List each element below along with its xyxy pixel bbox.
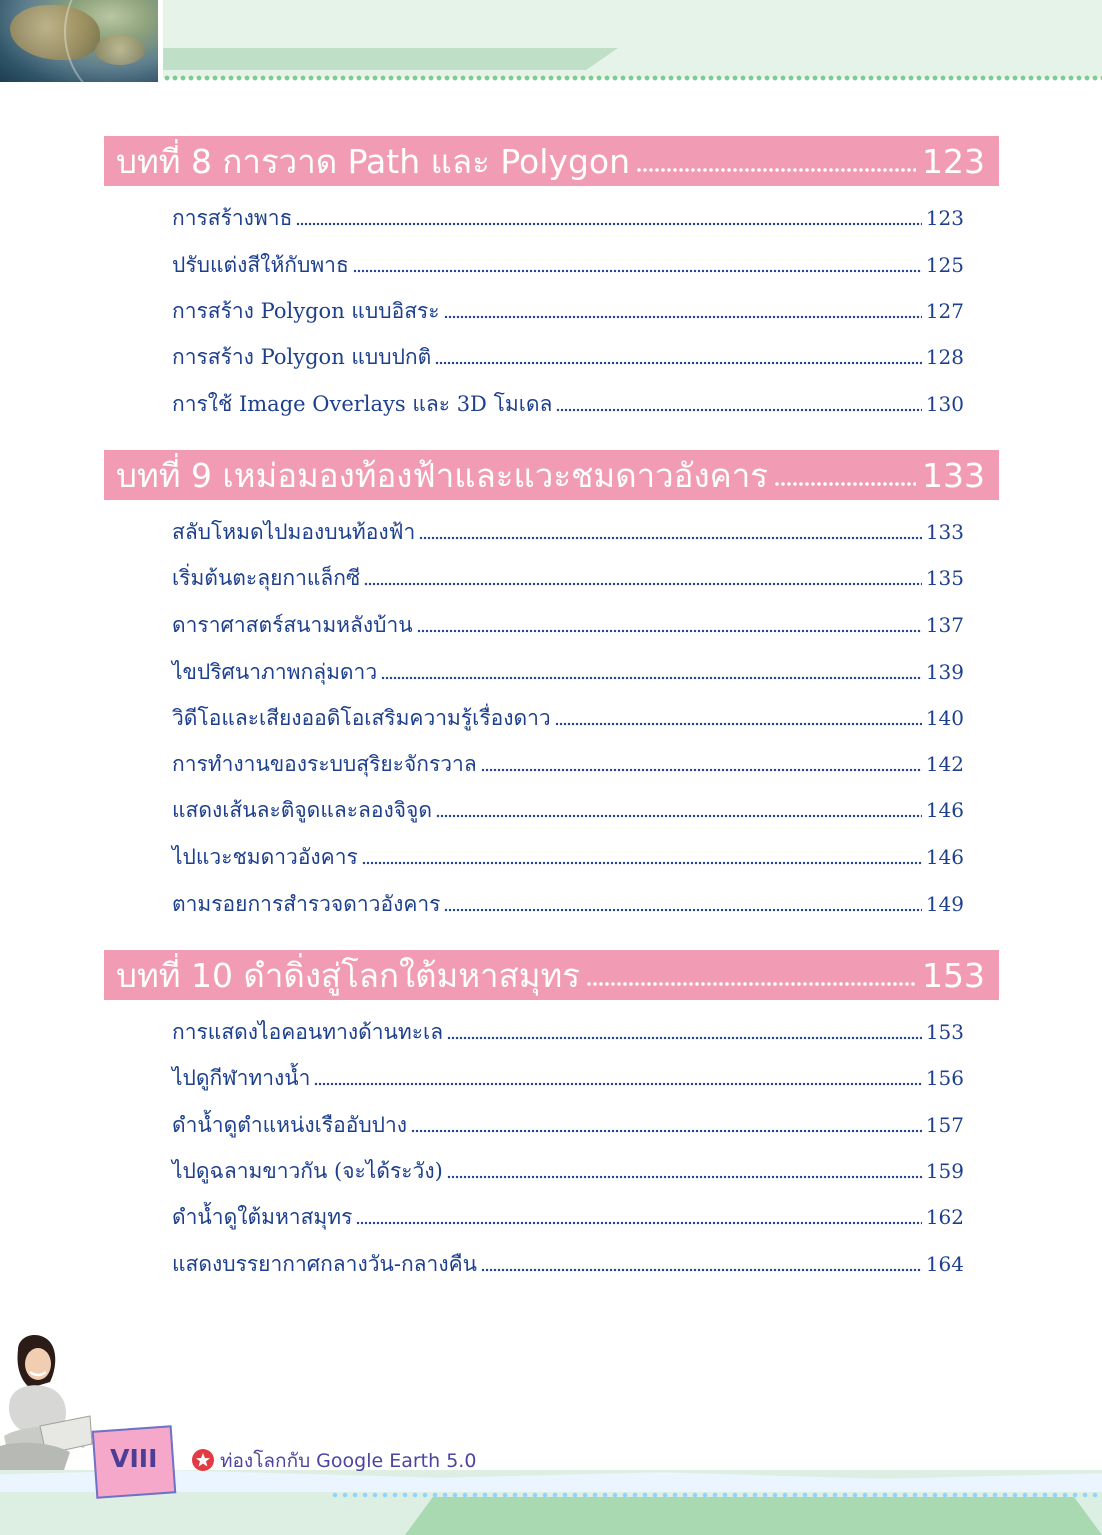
toc-item-page: 139 <box>925 660 964 684</box>
chapter-heading[interactable] <box>104 950 999 1000</box>
toc-item[interactable] <box>172 1017 964 1047</box>
dot-leader <box>356 1221 921 1225</box>
dot-leader <box>481 768 922 772</box>
toc-item[interactable] <box>172 842 964 872</box>
toc-item-page: 127 <box>925 299 964 323</box>
toc-item[interactable] <box>172 1063 964 1093</box>
toc-item[interactable] <box>172 610 964 640</box>
toc-item-page: 146 <box>925 798 964 822</box>
chapter-page: 153 <box>922 955 985 995</box>
dot-leader <box>444 908 921 912</box>
page-number: VIII <box>110 1444 158 1474</box>
dot-leader <box>381 676 922 680</box>
toc-item-page: 162 <box>925 1205 964 1229</box>
page-number-badge <box>92 1425 177 1498</box>
dot-leader <box>774 482 916 486</box>
toc-item[interactable] <box>172 250 964 280</box>
dot-leader <box>411 1129 922 1133</box>
toc-item[interactable] <box>172 657 964 687</box>
toc-item-page: 142 <box>925 752 964 776</box>
dot-leader <box>314 1082 921 1086</box>
dot-leader <box>364 582 922 586</box>
chapter-title: บทที่ 8 การวาด Path และ Polygon <box>116 141 630 181</box>
toc-item[interactable] <box>172 889 964 919</box>
chapter-page: 123 <box>922 141 985 181</box>
toc-item-title: ไขปริศนาภาพกลุ่มดาว <box>172 659 378 684</box>
chapter-heading[interactable] <box>104 136 999 186</box>
toc-item-page: 128 <box>925 345 964 369</box>
dot-leader <box>586 982 916 986</box>
person-with-laptop-image <box>0 1330 95 1470</box>
dot-leader <box>362 861 922 865</box>
toc-item-page: 157 <box>925 1113 964 1137</box>
toc-item[interactable] <box>172 1156 964 1186</box>
toc-item-page: 156 <box>925 1066 964 1090</box>
toc-item-title: ดำน้ำดูตำแหน่งเรืออับปาง <box>172 1112 408 1137</box>
toc-item-title: การสร้าง Polygon แบบอิสระ <box>172 298 440 323</box>
toc-item[interactable] <box>172 795 964 825</box>
dot-leader <box>296 222 921 226</box>
toc-item-title: สลับโหมดไปมองบนท้องฟ้า <box>172 519 416 544</box>
toc-item-title: แสดงเส้นละติจูดและลองจิจูด <box>172 797 432 822</box>
toc-item[interactable] <box>172 1249 964 1279</box>
chapter-page: 133 <box>922 455 985 495</box>
toc-item-title: ไปดูกีฬาทางน้ำ <box>172 1065 311 1090</box>
toc-item-page: 125 <box>925 253 964 277</box>
header-dotted-line <box>163 74 1102 82</box>
toc-item-page: 153 <box>925 1020 964 1044</box>
toc-item[interactable] <box>172 749 964 779</box>
toc-item-page: 135 <box>925 566 964 590</box>
dot-leader <box>555 722 922 726</box>
toc-item[interactable] <box>172 296 964 326</box>
dot-leader <box>444 315 922 319</box>
dot-leader <box>353 269 922 273</box>
toc-item[interactable] <box>172 203 964 233</box>
toc-item-title: เริ่มต้นตะลุยกาแล็กซี <box>172 565 361 590</box>
toc-item-title: ดำน้ำดูใต้มหาสมุทร <box>172 1204 353 1229</box>
header-stripe <box>163 48 618 70</box>
toc-item-title: ไปดูฉลามขาวกัน (จะได้ระวัง) <box>172 1158 443 1183</box>
dot-leader <box>447 1036 922 1040</box>
dot-leader <box>556 408 921 412</box>
toc-item-title: ปรับแต่งสีให้กับพาธ <box>172 252 349 277</box>
toc-item[interactable] <box>172 389 964 419</box>
toc-item-title: การสร้าง Polygon แบบปกติ <box>172 344 432 369</box>
toc-item[interactable] <box>172 517 964 547</box>
toc-item-page: 130 <box>925 392 964 416</box>
dot-leader <box>419 536 922 540</box>
toc-item[interactable] <box>172 1202 964 1232</box>
dot-leader <box>435 361 922 365</box>
toc-item-title: วิดีโอและเสียงออดิโอเสริมความรู้เรื่องดาว <box>172 705 551 730</box>
toc-item-page: 140 <box>925 706 964 730</box>
toc-item-page: 123 <box>925 206 964 230</box>
chapter-title: บทที่ 9 เหม่อมองท้องฟ้าและแวะชมดาวอังคาร <box>116 455 768 495</box>
toc-item-page: 137 <box>925 613 964 637</box>
toc-item-title: ดาราศาสตร์สนามหลังบ้าน <box>172 612 413 637</box>
chapter-heading[interactable] <box>104 450 999 500</box>
globe-image <box>0 0 158 82</box>
toc-item-page: 159 <box>925 1159 964 1183</box>
toc-item-title: การทำงานของระบบสุริยะจักรวาล <box>172 751 477 776</box>
dot-leader <box>447 1175 922 1179</box>
toc-item-page: 133 <box>925 520 964 544</box>
dot-leader <box>417 629 922 633</box>
book-title: ท่องโลกกับ Google Earth 5.0 <box>220 1450 477 1472</box>
dot-leader <box>436 814 922 818</box>
toc-item-page: 149 <box>925 892 964 916</box>
toc-item-title: ตามรอยการสำรวจดาวอังคาร <box>172 891 441 916</box>
toc-item[interactable] <box>172 1110 964 1140</box>
toc-item-page: 146 <box>925 845 964 869</box>
toc-item[interactable] <box>172 563 964 593</box>
toc-item[interactable] <box>172 342 964 372</box>
dot-leader <box>481 1268 922 1272</box>
dot-leader <box>636 168 916 172</box>
toc-item-page: 164 <box>925 1252 964 1276</box>
toc-item-title: การสร้างพาธ <box>172 205 293 230</box>
toc-item-title: ไปแวะชมดาวอังคาร <box>172 844 358 869</box>
toc-item-title: แสดงบรรยากาศกลางวัน-กลางคืน <box>172 1251 477 1276</box>
star-icon <box>192 1449 214 1471</box>
toc-item[interactable] <box>172 703 964 733</box>
chapter-title: บทที่ 10 ดำดิ่งสู่โลกใต้มหาสมุทร <box>116 955 580 995</box>
toc-item-title: การใช้ Image Overlays และ 3D โมเดล <box>172 391 553 416</box>
toc-item-title: การแสดงไอคอนทางด้านทะเล <box>172 1019 444 1044</box>
footer-green-stripe <box>405 1497 1102 1535</box>
